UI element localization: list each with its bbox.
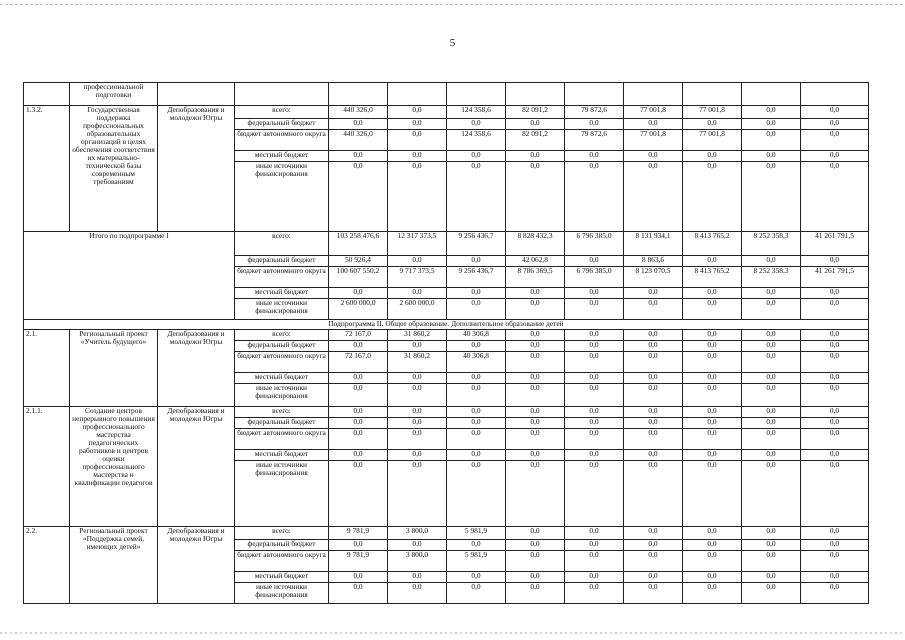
value-cell: 79 872,6 — [565, 130, 624, 151]
table-cell — [506, 83, 565, 106]
value-cell: 0,0 — [506, 384, 565, 407]
row-number: 2.1. — [24, 330, 70, 407]
value-cell: 0,0 — [565, 162, 624, 232]
value-cell: 0,0 — [742, 572, 801, 583]
value-cell: 12 317 373,5 — [388, 232, 447, 256]
table-row — [24, 232, 869, 256]
value-cell: 0,0 — [801, 384, 869, 407]
value-cell: 0,0 — [801, 352, 869, 373]
funding-source: федеральный бюджет — [235, 540, 329, 551]
value-cell: 3 800,0 — [388, 551, 447, 572]
value-cell: 0,0 — [742, 341, 801, 352]
value-cell: 0,0 — [565, 583, 624, 604]
row-number: 2.1.1. — [24, 407, 70, 527]
value-cell: 0,0 — [742, 330, 801, 341]
value-cell: 0,0 — [742, 119, 801, 130]
value-cell: 8 828 432,3 — [506, 232, 565, 256]
value-cell: 8 413 765,2 — [683, 232, 742, 256]
value-cell: 0,0 — [801, 106, 869, 119]
value-cell: 0,0 — [388, 572, 447, 583]
table-cell — [742, 83, 801, 106]
value-cell: 0,0 — [742, 288, 801, 299]
value-cell: 0,0 — [565, 341, 624, 352]
value-cell: 0,0 — [447, 572, 506, 583]
value-cell: 9 717 373,5 — [388, 267, 447, 288]
value-cell: 0,0 — [683, 407, 742, 418]
value-cell: 0,0 — [329, 450, 388, 461]
value-cell: 0,0 — [683, 583, 742, 604]
funding-source: бюджет автономного округа — [235, 130, 329, 151]
table-cell — [447, 83, 506, 106]
funding-source: местный бюджет — [235, 450, 329, 461]
value-cell: 0,0 — [565, 540, 624, 551]
value-cell: 0,0 — [565, 527, 624, 540]
value-cell: 0,0 — [447, 407, 506, 418]
value-cell: 0,0 — [683, 461, 742, 527]
value-cell: 0,0 — [447, 151, 506, 162]
value-cell: 124 358,6 — [447, 106, 506, 119]
value-cell: 0,0 — [742, 583, 801, 604]
value-cell: 0,0 — [506, 151, 565, 162]
value-cell: 0,0 — [329, 341, 388, 352]
value-cell: 0,0 — [447, 583, 506, 604]
value-cell: 0,0 — [506, 288, 565, 299]
value-cell: 41 261 791,5 — [801, 232, 869, 256]
value-cell: 0,0 — [565, 151, 624, 162]
value-cell: 0,0 — [624, 384, 683, 407]
value-cell: 9 256 436,7 — [447, 267, 506, 288]
value-cell: 0,0 — [388, 130, 447, 151]
table-cell — [624, 83, 683, 106]
funding-source: иные источники финансирования — [235, 461, 329, 527]
value-cell: 0,0 — [388, 256, 447, 267]
value-cell: 0,0 — [801, 341, 869, 352]
funding-source: федеральный бюджет — [235, 341, 329, 352]
value-cell: 440 326,0 — [329, 106, 388, 119]
value-cell: 0,0 — [506, 162, 565, 232]
value-cell: 0,0 — [742, 527, 801, 540]
value-cell: 0,0 — [742, 407, 801, 418]
value-cell: 0,0 — [624, 583, 683, 604]
funding-source: всего: — [235, 330, 329, 341]
value-cell: 2 600 000,0 — [329, 299, 388, 320]
row-number: 2.2. — [24, 527, 70, 604]
value-cell: 0,0 — [801, 572, 869, 583]
value-cell: 0,0 — [801, 461, 869, 527]
value-cell: 0,0 — [388, 384, 447, 407]
scan-edge-top — [0, 4, 905, 5]
value-cell: 0,0 — [801, 540, 869, 551]
value-cell: 8 863,6 — [624, 256, 683, 267]
value-cell: 0,0 — [447, 341, 506, 352]
value-cell: 0,0 — [742, 162, 801, 232]
scan-edge-bottom — [0, 632, 905, 634]
value-cell: 0,0 — [329, 407, 388, 418]
funding-source: всего: — [235, 527, 329, 540]
value-cell: 0,0 — [683, 572, 742, 583]
value-cell: 9 256 436,7 — [447, 232, 506, 256]
funding-source: бюджет автономного округа — [235, 551, 329, 572]
value-cell: 124 358,6 — [447, 130, 506, 151]
value-cell: 0,0 — [506, 407, 565, 418]
funding-source: всего: — [235, 106, 329, 119]
value-cell: 0,0 — [447, 256, 506, 267]
value-cell: 0,0 — [683, 384, 742, 407]
subtotal-label: Итого по подпрограмме I — [24, 232, 235, 320]
value-cell: 0,0 — [801, 330, 869, 341]
value-cell: 0,0 — [506, 352, 565, 373]
value-cell: 0,0 — [801, 130, 869, 151]
value-cell: 0,0 — [329, 429, 388, 450]
value-cell: 77 001,8 — [624, 106, 683, 119]
table-row — [24, 83, 869, 106]
value-cell: 8 252 358,3 — [742, 267, 801, 288]
value-cell: 0,0 — [742, 256, 801, 267]
value-cell: 31 860,2 — [388, 352, 447, 373]
value-cell: 0,0 — [329, 384, 388, 407]
value-cell: 0,0 — [742, 151, 801, 162]
value-cell: 0,0 — [329, 461, 388, 527]
value-cell: 0,0 — [565, 330, 624, 341]
value-cell: 0,0 — [565, 288, 624, 299]
value-cell: 0,0 — [388, 373, 447, 384]
measure-name: Региональный проект «Учитель будущего» — [70, 330, 158, 407]
table-row — [24, 320, 869, 330]
value-cell: 0,0 — [683, 151, 742, 162]
value-cell: 0,0 — [742, 373, 801, 384]
table-cell — [24, 83, 70, 106]
value-cell: 0,0 — [329, 151, 388, 162]
value-cell: 0,0 — [388, 450, 447, 461]
value-cell: 0,0 — [506, 119, 565, 130]
value-cell: 0,0 — [742, 299, 801, 320]
value-cell: 0,0 — [506, 540, 565, 551]
funding-source: всего: — [235, 232, 329, 256]
value-cell: 0,0 — [506, 583, 565, 604]
value-cell: 0,0 — [683, 341, 742, 352]
funding-source: федеральный бюджет — [235, 418, 329, 429]
value-cell: 2 600 000,0 — [388, 299, 447, 320]
value-cell: 0,0 — [624, 572, 683, 583]
value-cell: 3 800,0 — [388, 527, 447, 540]
value-cell: 0,0 — [565, 572, 624, 583]
value-cell: 0,0 — [801, 119, 869, 130]
value-cell: 0,0 — [388, 429, 447, 450]
value-cell: 0,0 — [683, 551, 742, 572]
funding-source: федеральный бюджет — [235, 256, 329, 267]
table-row — [24, 106, 869, 119]
value-cell: 0,0 — [329, 162, 388, 232]
table-cell — [235, 83, 329, 106]
table-cell — [565, 83, 624, 106]
section-heading: Подпрограмма II. Общее образование. Дополнительное образование детей — [24, 320, 869, 330]
value-cell: 0,0 — [506, 551, 565, 572]
value-cell: 0,0 — [565, 551, 624, 572]
value-cell: 0,0 — [624, 461, 683, 527]
value-cell: 0,0 — [683, 527, 742, 540]
value-cell: 0,0 — [683, 450, 742, 461]
value-cell: 0,0 — [388, 341, 447, 352]
row-number: 1.3.2. — [24, 106, 70, 232]
value-cell: 0,0 — [388, 119, 447, 130]
value-cell: 0,0 — [742, 429, 801, 450]
funding-source: иные источники финансирования — [235, 583, 329, 604]
value-cell: 0,0 — [683, 540, 742, 551]
funding-source: местный бюджет — [235, 151, 329, 162]
value-cell: 0,0 — [742, 551, 801, 572]
value-cell: 0,0 — [329, 288, 388, 299]
funding-source: всего: — [235, 407, 329, 418]
value-cell: 0,0 — [624, 407, 683, 418]
value-cell: 0,0 — [329, 540, 388, 551]
value-cell: 0,0 — [742, 384, 801, 407]
value-cell: 0,0 — [388, 418, 447, 429]
value-cell: 31 860,2 — [388, 330, 447, 341]
value-cell: 40 306,8 — [447, 352, 506, 373]
value-cell: 0,0 — [565, 119, 624, 130]
value-cell: 0,0 — [624, 527, 683, 540]
table-cell: профессиональной подготовки — [70, 83, 158, 106]
value-cell: 6 796 385,0 — [565, 232, 624, 256]
value-cell: 0,0 — [565, 299, 624, 320]
table-cell — [801, 83, 869, 106]
value-cell: 0,0 — [388, 540, 447, 551]
value-cell: 0,0 — [683, 256, 742, 267]
value-cell: 0,0 — [388, 151, 447, 162]
table-cell — [329, 83, 388, 106]
value-cell: 0,0 — [447, 384, 506, 407]
funding-source: местный бюджет — [235, 572, 329, 583]
table-row — [24, 527, 869, 540]
value-cell: 103 258 476,6 — [329, 232, 388, 256]
value-cell: 9 781,9 — [329, 527, 388, 540]
funding-source: бюджет автономного округа — [235, 352, 329, 373]
value-cell: 0,0 — [565, 373, 624, 384]
value-cell: 0,0 — [683, 288, 742, 299]
value-cell: 0,0 — [565, 461, 624, 527]
value-cell: 100 607 550,2 — [329, 267, 388, 288]
value-cell: 0,0 — [683, 299, 742, 320]
value-cell: 0,0 — [624, 373, 683, 384]
value-cell: 0,0 — [683, 330, 742, 341]
value-cell: 0,0 — [447, 288, 506, 299]
value-cell: 0,0 — [447, 373, 506, 384]
value-cell: 0,0 — [388, 106, 447, 119]
value-cell: 0,0 — [565, 407, 624, 418]
value-cell: 0,0 — [565, 450, 624, 461]
value-cell: 0,0 — [624, 418, 683, 429]
value-cell: 0,0 — [565, 384, 624, 407]
value-cell: 0,0 — [624, 352, 683, 373]
value-cell: 0,0 — [624, 540, 683, 551]
value-cell: 0,0 — [801, 407, 869, 418]
value-cell: 0,0 — [742, 540, 801, 551]
value-cell: 0,0 — [447, 299, 506, 320]
table-row — [24, 407, 869, 418]
value-cell: 440 326,0 — [329, 130, 388, 151]
value-cell: 0,0 — [624, 551, 683, 572]
value-cell: 0,0 — [742, 450, 801, 461]
value-cell: 0,0 — [565, 429, 624, 450]
value-cell: 0,0 — [388, 407, 447, 418]
value-cell: 82 091,2 — [506, 106, 565, 119]
value-cell: 0,0 — [624, 429, 683, 450]
value-cell: 0,0 — [624, 288, 683, 299]
value-cell: 82 091,2 — [506, 130, 565, 151]
value-cell: 0,0 — [683, 119, 742, 130]
value-cell: 0,0 — [506, 373, 565, 384]
value-cell: 0,0 — [565, 256, 624, 267]
value-cell: 0,0 — [329, 572, 388, 583]
table-cell — [683, 83, 742, 106]
value-cell: 0,0 — [388, 461, 447, 527]
value-cell: 0,0 — [447, 429, 506, 450]
value-cell: 77 001,8 — [683, 106, 742, 119]
measure-name: Государственная поддержка профессиональных образовательных организаций в целях обеспечения соответствия их материально-технической базы современным требованиям — [70, 106, 158, 232]
value-cell: 42 062,8 — [506, 256, 565, 267]
value-cell: 0,0 — [565, 352, 624, 373]
funding-source: местный бюджет — [235, 373, 329, 384]
value-cell: 0,0 — [506, 429, 565, 450]
measure-name: Региональный проект «Поддержка семей, имеющих детей» — [70, 527, 158, 604]
value-cell: 0,0 — [388, 162, 447, 232]
value-cell: 8 252 358,3 — [742, 232, 801, 256]
value-cell: 0,0 — [506, 299, 565, 320]
value-cell: 0,0 — [329, 373, 388, 384]
funding-source: бюджет автономного округа — [235, 267, 329, 288]
value-cell: 0,0 — [683, 429, 742, 450]
value-cell: 41 261 791,5 — [801, 267, 869, 288]
funding-source: иные источники финансирования — [235, 162, 329, 232]
value-cell: 0,0 — [683, 418, 742, 429]
value-cell: 0,0 — [624, 151, 683, 162]
value-cell: 0,0 — [801, 583, 869, 604]
table-row — [24, 330, 869, 341]
value-cell: 0,0 — [801, 527, 869, 540]
value-cell: 0,0 — [742, 106, 801, 119]
value-cell: 0,0 — [329, 583, 388, 604]
budget-table — [23, 82, 869, 604]
measure-name: Создание центров непрерывного повышения профессионального мастерства педагогических работников и центров оценки профессионального мастерства и квалификации педагогов — [70, 407, 158, 527]
funding-source: бюджет автономного округа — [235, 429, 329, 450]
executor: Депобразования и молодежи Югры — [158, 106, 235, 232]
value-cell: 79 872,6 — [565, 106, 624, 119]
value-cell: 0,0 — [447, 540, 506, 551]
value-cell: 0,0 — [742, 352, 801, 373]
value-cell: 0,0 — [801, 162, 869, 232]
value-cell: 0,0 — [801, 299, 869, 320]
value-cell: 0,0 — [506, 527, 565, 540]
value-cell: 8 413 765,2 — [683, 267, 742, 288]
value-cell: 0,0 — [447, 450, 506, 461]
value-cell: 0,0 — [624, 162, 683, 232]
value-cell: 72 167,0 — [329, 330, 388, 341]
executor: Депобразования и молодежи Югры — [158, 330, 235, 407]
value-cell: 77 001,8 — [683, 130, 742, 151]
value-cell: 8 786 369,5 — [506, 267, 565, 288]
funding-source: иные источники финансирования — [235, 384, 329, 407]
table-cell — [158, 83, 235, 106]
table-cell — [388, 83, 447, 106]
executor: Депобразования и молодежи Югры — [158, 527, 235, 604]
value-cell: 0,0 — [801, 429, 869, 450]
page-number: 5 — [449, 37, 456, 49]
value-cell: 0,0 — [624, 341, 683, 352]
budget-table-body — [24, 83, 869, 604]
value-cell: 0,0 — [801, 256, 869, 267]
value-cell: 0,0 — [388, 583, 447, 604]
value-cell: 0,0 — [506, 330, 565, 341]
executor: Депобразования и молодежи Югры — [158, 407, 235, 527]
value-cell: 0,0 — [801, 151, 869, 162]
value-cell: 0,0 — [742, 418, 801, 429]
value-cell: 0,0 — [801, 373, 869, 384]
value-cell: 0,0 — [329, 119, 388, 130]
value-cell: 0,0 — [506, 461, 565, 527]
value-cell: 0,0 — [801, 450, 869, 461]
value-cell: 5 981,9 — [447, 527, 506, 540]
value-cell: 0,0 — [801, 288, 869, 299]
value-cell: 5 981,9 — [447, 551, 506, 572]
value-cell: 8 123 070,5 — [624, 267, 683, 288]
funding-source: иные источники финансирования — [235, 299, 329, 320]
value-cell: 0,0 — [388, 288, 447, 299]
value-cell: 0,0 — [447, 162, 506, 232]
value-cell: 0,0 — [506, 572, 565, 583]
value-cell: 0,0 — [329, 418, 388, 429]
value-cell: 0,0 — [624, 119, 683, 130]
value-cell: 6 796 385,0 — [565, 267, 624, 288]
value-cell: 0,0 — [506, 418, 565, 429]
value-cell: 72 167,0 — [329, 352, 388, 373]
value-cell: 0,0 — [683, 352, 742, 373]
value-cell: 0,0 — [506, 341, 565, 352]
value-cell: 40 306,8 — [447, 330, 506, 341]
value-cell: 0,0 — [683, 373, 742, 384]
value-cell: 0,0 — [447, 119, 506, 130]
value-cell: 0,0 — [447, 461, 506, 527]
value-cell: 0,0 — [447, 418, 506, 429]
value-cell: 0,0 — [742, 130, 801, 151]
value-cell: 8 131 934,1 — [624, 232, 683, 256]
value-cell: 0,0 — [565, 418, 624, 429]
value-cell: 0,0 — [683, 162, 742, 232]
value-cell: 0,0 — [801, 551, 869, 572]
value-cell: 0,0 — [624, 450, 683, 461]
value-cell: 77 001,8 — [624, 130, 683, 151]
value-cell: 0,0 — [624, 299, 683, 320]
value-cell: 0,0 — [624, 330, 683, 341]
value-cell: 0,0 — [742, 461, 801, 527]
funding-source: федеральный бюджет — [235, 119, 329, 130]
funding-source: местный бюджет — [235, 288, 329, 299]
value-cell: 0,0 — [801, 418, 869, 429]
value-cell: 0,0 — [506, 450, 565, 461]
value-cell: 9 781,9 — [329, 551, 388, 572]
value-cell: 50 926,4 — [329, 256, 388, 267]
